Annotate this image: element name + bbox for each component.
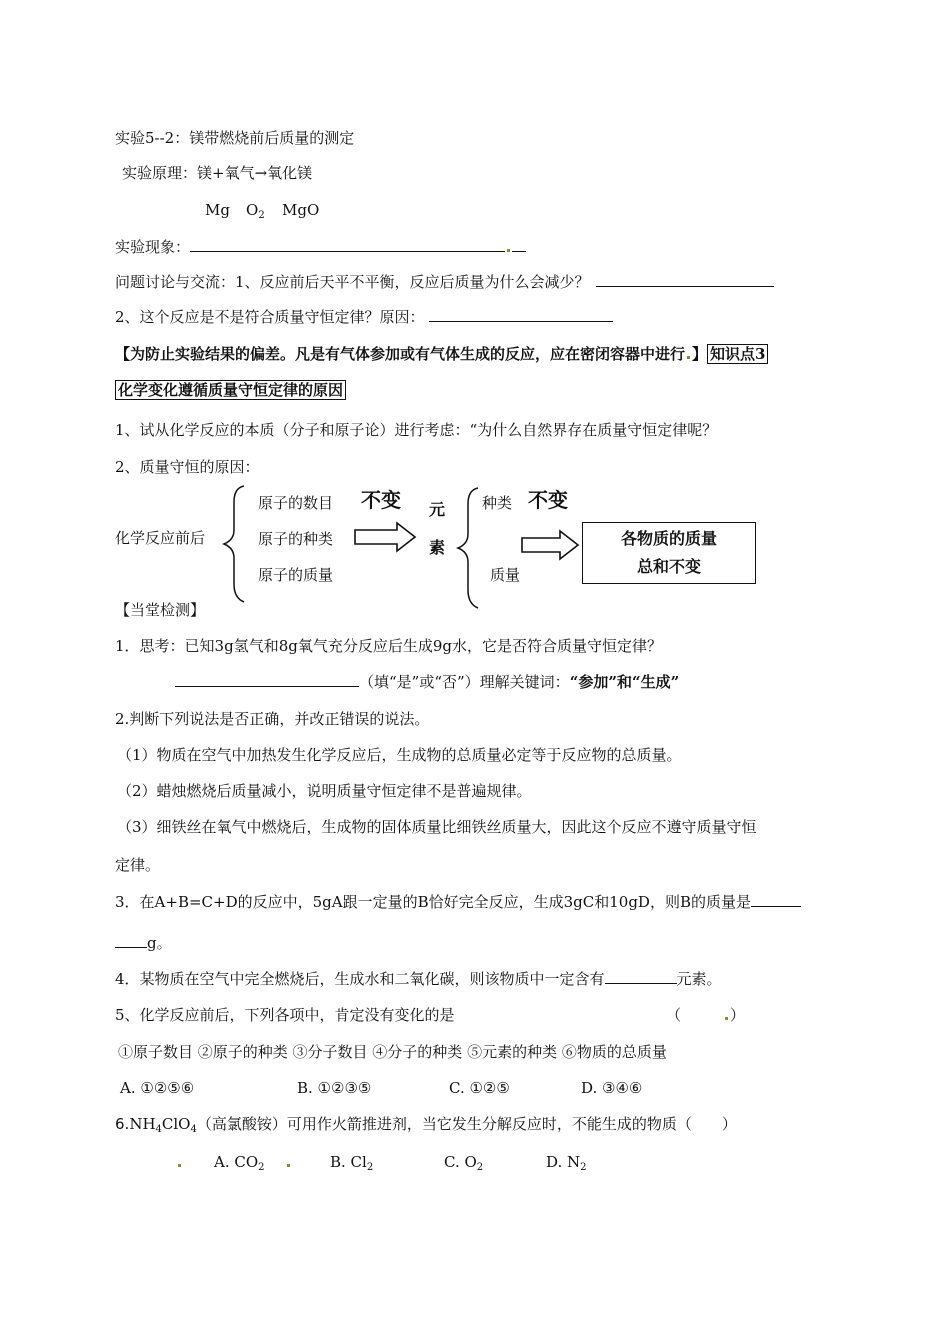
check-question-1-fill [175,672,679,692]
paren-close: ） [730,1006,746,1024]
check-question-5: 5、化学反应前后，下列各项中，肯定没有变化的是 [115,1006,455,1024]
option-6d[interactable] [546,1152,587,1178]
option-6c-text: C. O [444,1153,477,1171]
question-3-text: 3．在A+B=C+D的反应中，5gA跟一定量的B恰好完全反应，生成3gC和10gD，则B的质量是 [115,893,751,911]
knowledge-point-3-label: 知识点3 [707,344,768,364]
result-box [582,522,756,584]
option-5a[interactable]: A. ①②⑤⑥ [120,1079,195,1097]
result-line-2: 总和不变 [636,557,701,576]
question-2-line [115,307,613,327]
option-6b-text: B. Cl [330,1153,367,1171]
dot-mark [507,249,510,252]
warning-note [115,344,768,364]
option-5b[interactable]: B. ①②③⑤ [297,1079,372,1097]
question-1: 问题讨论与交流：1、反应前后天平不平衡，反应后质量为什么会减少？ [115,273,590,291]
option-6b[interactable] [330,1152,373,1178]
option-5c[interactable]: C. ①②⑤ [449,1079,510,1097]
element-char-2: 素 [429,538,446,557]
phenomenon-line [115,237,526,257]
option-6a[interactable] [214,1152,265,1178]
formula-part: NH [129,1115,156,1133]
option-6a-sub: 2 [258,1162,265,1173]
formula-sub: 4 [190,1124,197,1135]
principle-equation: 镁+氧气→氧化镁 [197,164,313,182]
question-1-blank[interactable] [596,272,774,287]
formula-mg: Mg [205,201,230,219]
dot-mark [687,356,690,359]
element-char-1: 元 [429,500,446,519]
question-5-answer [666,1005,745,1025]
formula-mgo: MgO [282,201,320,219]
experiment-principle [122,163,312,183]
check-question-1: 1．思考：已知3g氢气和8g氧气充分反应后生成9g水，它是否符合质量守恒定律？ [115,637,662,655]
phenomenon-blank[interactable] [190,237,505,252]
principle-label: 实验原理： [122,164,198,182]
diagram-left-label: 化学反应前后 [115,529,206,547]
keywords: “参加”和“生成” [569,673,680,691]
item-atom-count: 原子的数目 [258,494,334,512]
option-6c-sub: 2 [476,1162,484,1173]
check-question-2-2: （2）蜡烛燃烧后质量减小，说明质量守恒定律不是普遍规律。 [117,782,532,800]
option-6c[interactable] [444,1152,483,1178]
fill-hint: （填“是”或“否”）理解关键词： [359,673,570,691]
item-atom-kind: 原子的种类 [258,530,334,548]
paren-open: （ [666,1006,682,1024]
formula-part: ClO [161,1115,191,1133]
formula-sub: 4 [155,1124,162,1135]
check-question-3-end [115,933,172,953]
option-5d[interactable]: D. ③④⑥ [581,1079,643,1097]
mass-label: 质量 [490,566,521,584]
check-question-2-3b: 定律。 [115,856,161,874]
question-2-blank[interactable] [429,307,613,322]
o2-base: O [246,201,259,219]
unchanged-label-2: 不变 [528,488,568,512]
warning-end: 】 [692,345,708,363]
knowledge-point-3-text: 化学变化遵循质量守恒定律的原因 [115,380,346,400]
option-6d-sub: 2 [580,1162,587,1173]
dot-mark [285,1152,292,1172]
experiment-title: 实验5--2：镁带燃烧前后质量的测定 [115,129,355,147]
question-2: 2、这个反应是不是符合质量守恒定律？原因： [115,308,425,326]
warning-text: 【为防止实验结果的偏差。凡是有气体参加或有气体生成的反应，应在密闭容器中进行 [115,345,686,363]
check-question-3 [115,892,801,912]
question-4-blank[interactable] [605,969,677,984]
dot-mark [725,1017,728,1020]
check-heading: 【当堂检测】 [115,601,206,619]
reason-2: 2、质量守恒的原因： [115,458,260,476]
check-question-4 [115,969,722,989]
option-6a-text: A. CO [214,1153,259,1171]
arrow-right-icon [353,520,418,554]
question-3-blank[interactable] [751,892,801,907]
answer-blank[interactable] [175,672,359,687]
o2-sub: 2 [258,210,265,221]
reason-1: 1、试从化学反应的本质（分子和原子论）进行考虑：“为什么自然界存在质量守恒定律呢？ [115,421,718,439]
unchanged-label-1: 不变 [361,488,401,512]
dot-mark [176,1152,183,1172]
left-brace [216,480,256,608]
phenomenon-label: 实验现象： [115,238,191,256]
option-6b-sub: 2 [366,1162,374,1173]
check-question-2-1: （1）物质在空气中加热发生化学反应后，生成物的总质量必定等于反应物的总质量。 [117,746,682,764]
check-question-2-3a: （3）细铁丝在氧气中燃烧后，生成物的固体质量比细铁丝质量大，因此这个反应不遵守质量守恒 [117,818,757,836]
item-atom-mass: 原子的质量 [258,566,334,584]
question-6-number: 6. [115,1115,130,1133]
formula-o2 [246,200,265,226]
kind-label: 种类 [482,494,513,512]
question-4-end: 元素。 [676,970,722,988]
question-1-line [115,272,774,292]
knowledge-point-3-title [115,380,346,400]
phenomenon-blank-end[interactable] [512,237,526,252]
question-5-items: ①原子数目 ②原子的种类 ③分子数目 ④分子的种类 ⑤元素的种类 ⑥物质的总质量 [118,1043,667,1061]
question-3-unit: g。 [147,934,172,952]
question-3-blank-2[interactable] [115,933,147,948]
question-4-text: 4．某物质在空气中完全燃烧后，生成水和二氧化碳，则该物质中一定含有 [115,970,605,988]
arrow-right-icon [520,528,582,562]
check-question-6 [115,1114,737,1140]
result-line-1: 各物质的质量 [620,529,717,548]
check-question-2: 2.判断下列说法是否正确，并改正错误的说法。 [115,710,430,728]
question-6-text: （高氯酸铵）可用作火箭推进剂，当它发生分解反应时，不能生成的物质（ ） [196,1115,737,1133]
option-6d-text: D. N [546,1153,581,1171]
